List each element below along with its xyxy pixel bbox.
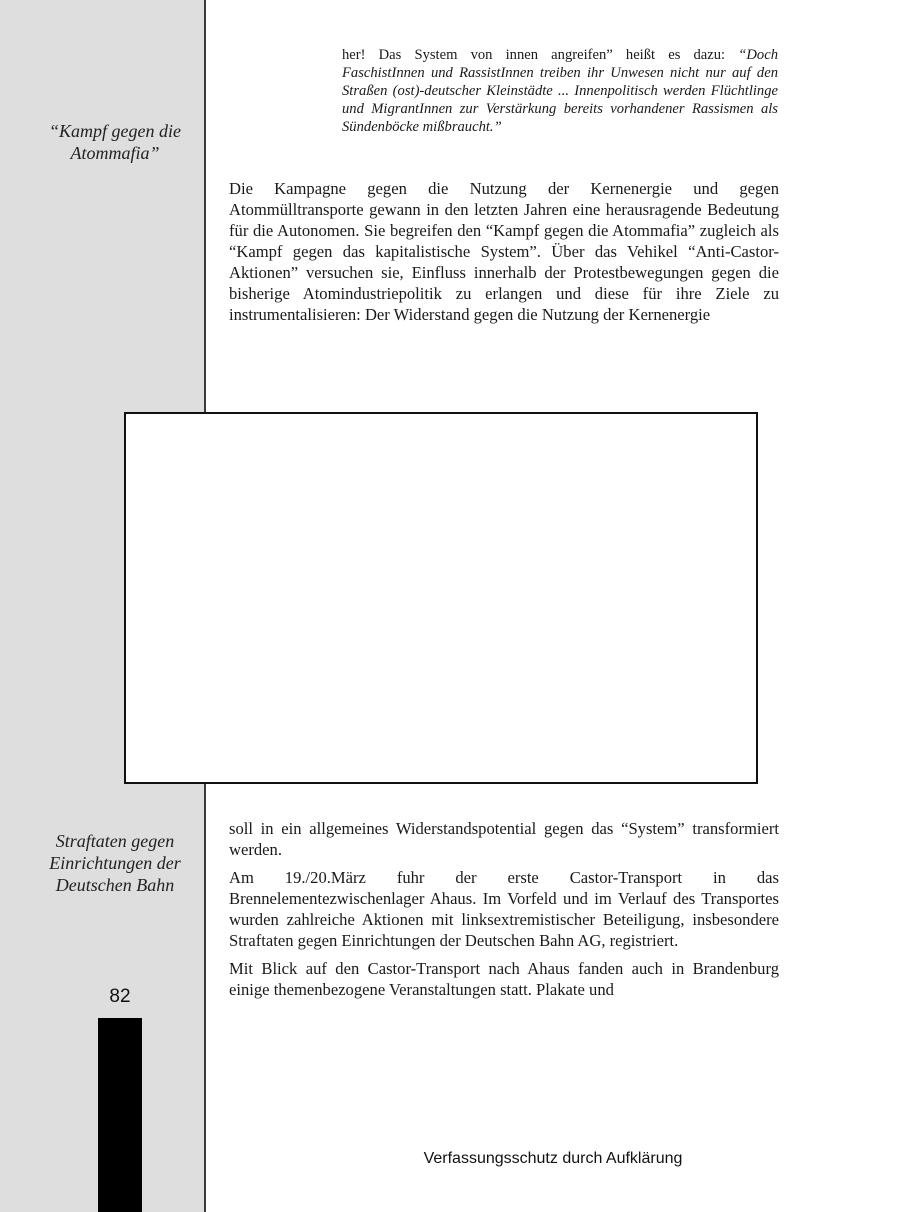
image-frame	[124, 412, 758, 784]
paragraph: Die Kampagne gegen die Nutzung der Kernenergie und gegen Atommülltransporte gewann in den letzten Jahren eine herausragende Bedeutung für die Autonomen. Sie begreifen den “Kampf gegen die Atommafia” zugleich als “Kampf gegen das kapitalistische System”. Über das Vehikel “Anti-Castor-Aktionen” versuchen sie, Einfluss innerhalb der Protestbewegungen gegen die bisherige Atomindustriepolitik zu erlangen und diese für ihre Ziele zu instrumentalisieren: Der Widerstand gegen die Nutzung der Kernenergie	[229, 179, 779, 324]
paragraph: Am 19./20.März fuhr der erste Castor-Transport in das Brennelementezwischenlager Ahaus. Im Vorfeld und im Verlauf des Transportes wurden zahlreiche Aktionen mit linksextremistischer Beteiligung, insbesondere Straftaten gegen Einrichtungen der Deutschen Bahn AG, registriert.	[229, 868, 779, 950]
quote-block	[342, 46, 778, 136]
quote-lead: her! Das System von innen angreifen” heißt es dazu:	[342, 47, 739, 63]
margin-note-kampf: “Kampf gegen die Atommafia”	[49, 121, 181, 163]
paragraph: soll in ein allgemeines Widerstandspotential gegen das “System” transformiert werden.	[229, 819, 779, 859]
quote-italic: “Doch FaschistInnen und RassistInnen treiben ihr Unwesen nicht nur auf den Straßen (ost)-deutscher Kleinstädte ... Innenpolitisch werden Flüchtlinge und MigrantInnen zur Verstärkung bereits vorhandener Rassismen als Sündenböcke mißbraucht.”	[342, 47, 778, 135]
paragraph: Mit Blick auf den Castor-Transport nach Ahaus fanden auch in Brandenburg einige themenbezogene Veranstaltungen statt. Plakate und	[229, 959, 779, 999]
footer: Verfassungsschutz durch Aufklärung	[423, 1150, 683, 1167]
thumb-index-bar	[98, 1018, 142, 1212]
body-text-upper	[229, 178, 779, 332]
page-number: 82	[109, 986, 131, 1007]
margin-note-straftaten: Straftaten gegen Einrichtungen der Deutschen Bahn	[49, 831, 181, 895]
body-text-lower	[229, 818, 779, 1007]
